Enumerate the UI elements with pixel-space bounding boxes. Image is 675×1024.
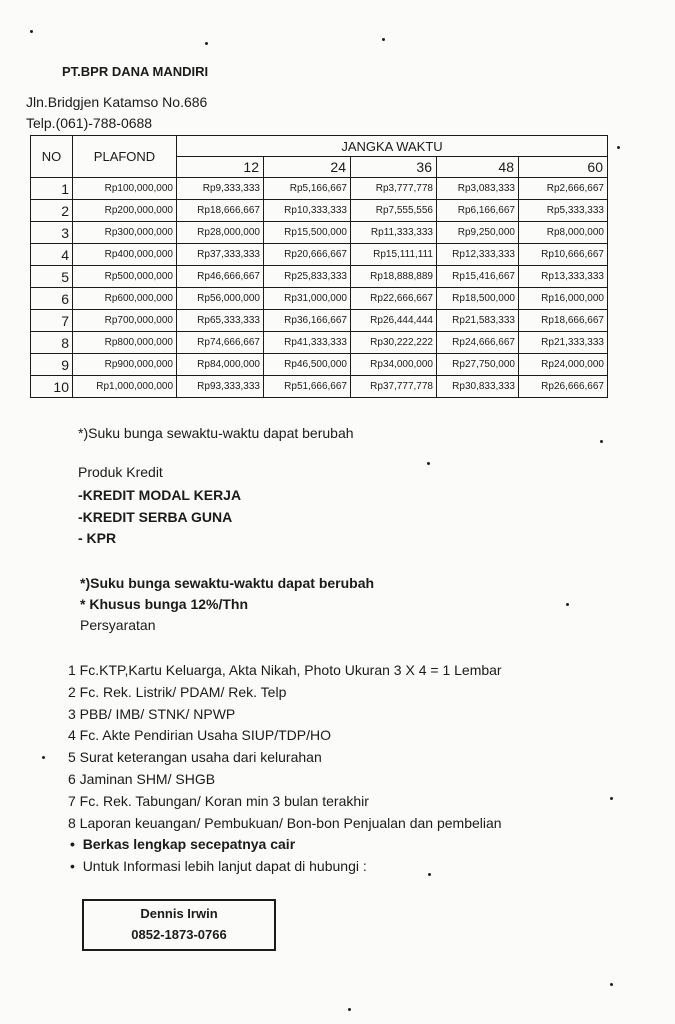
- contact-box: [82, 899, 276, 951]
- installment-cell: Rp22,666,667: [351, 288, 437, 310]
- table-row: [31, 222, 608, 244]
- installment-cell: Rp3,777,778: [351, 178, 437, 200]
- installment-cell: Rp31,000,000: [264, 288, 351, 310]
- fast-process-text: Berkas lengkap secepatnya cair: [82, 836, 296, 852]
- speck-mark: [42, 756, 45, 759]
- contact-phone: 0852-1873-0766: [131, 927, 227, 942]
- row-number: 5: [31, 266, 73, 288]
- installment-cell: Rp18,666,667: [519, 310, 608, 332]
- installment-cell: Rp9,333,333: [177, 178, 264, 200]
- plafond-cell: Rp800,000,000: [73, 332, 177, 354]
- installment-cell: Rp26,666,667: [519, 376, 608, 398]
- requirement-item: 2 Fc. Rek. Listrik/ PDAM/ Rek. Telp: [68, 683, 287, 700]
- requirements-list: [68, 660, 502, 834]
- plafond-cell: Rp1,000,000,000: [73, 376, 177, 398]
- row-number: 1: [31, 178, 73, 200]
- installment-cell: Rp11,333,333: [351, 222, 437, 244]
- installment-cell: Rp25,833,333: [264, 266, 351, 288]
- installment-cell: Rp34,000,000: [351, 354, 437, 376]
- installment-cell: Rp30,833,333: [437, 376, 519, 398]
- installment-cell: Rp36,166,667: [264, 310, 351, 332]
- installment-cell: Rp37,777,778: [351, 376, 437, 398]
- special-rate: * Khusus bunga 12%/Thn: [80, 596, 249, 612]
- installment-cell: Rp13,333,333: [519, 266, 608, 288]
- installment-cell: Rp65,333,333: [177, 310, 264, 332]
- installment-cell: Rp5,333,333: [519, 200, 608, 222]
- plafond-cell: Rp700,000,000: [73, 310, 177, 332]
- plafond-cell: Rp600,000,000: [73, 288, 177, 310]
- row-number: 6: [31, 288, 73, 310]
- installment-cell: Rp18,500,000: [437, 288, 519, 310]
- column-header-term: 48: [437, 157, 519, 178]
- requirement-item: 1 Fc.KTP,Kartu Keluarga, Akta Nikah, Photo Ukuran 3 X 4 = 1 Lembar: [68, 662, 502, 678]
- installment-cell: Rp46,500,000: [264, 354, 351, 376]
- speck-mark: [205, 42, 208, 45]
- row-number: 9: [31, 354, 73, 376]
- installment-cell: Rp18,888,889: [351, 266, 437, 288]
- row-number: 4: [31, 244, 73, 266]
- installment-cell: Rp15,111,111: [351, 244, 437, 266]
- table-row: [31, 266, 608, 288]
- column-header-term: 24: [264, 157, 351, 178]
- installment-cell: Rp7,555,556: [351, 200, 437, 222]
- plafond-cell: Rp900,000,000: [73, 354, 177, 376]
- speck-mark: [610, 983, 613, 986]
- installment-cell: Rp15,416,667: [437, 266, 519, 288]
- fast-process-note: [70, 836, 295, 852]
- column-header-term-group: JANGKA WAKTU: [177, 136, 608, 157]
- speck-mark: [348, 1008, 351, 1011]
- column-header-term: 60: [519, 157, 608, 178]
- plafond-cell: Rp400,000,000: [73, 244, 177, 266]
- installment-cell: Rp41,333,333: [264, 332, 351, 354]
- plafond-cell: Rp200,000,000: [73, 200, 177, 222]
- row-number: 7: [31, 310, 73, 332]
- requirement-item: 3 PBB/ IMB/ STNK/ NPWP: [68, 705, 236, 722]
- installment-cell: Rp20,666,667: [264, 244, 351, 266]
- installment-cell: Rp46,666,667: [177, 266, 264, 288]
- plafond-cell: Rp100,000,000: [73, 178, 177, 200]
- products-title: Produk Kredit: [78, 464, 163, 480]
- table-row: [31, 332, 608, 354]
- speck-mark: [617, 146, 620, 149]
- installment-cell: Rp2,666,667: [519, 178, 608, 200]
- installment-cell: Rp21,333,333: [519, 332, 608, 354]
- installment-cell: Rp24,000,000: [519, 354, 608, 376]
- speck-mark: [600, 440, 603, 443]
- requirement-item: 4 Fc. Akte Pendirian Usaha SIUP/TDP/HO: [68, 727, 331, 744]
- installment-cell: Rp21,583,333: [437, 310, 519, 332]
- table-row: [31, 244, 608, 266]
- rate-change-note: *)Suku bunga sewaktu-waktu dapat berubah: [78, 425, 354, 441]
- installment-cell: Rp84,000,000: [177, 354, 264, 376]
- installment-cell: Rp93,333,333: [177, 376, 264, 398]
- table-row: [31, 376, 608, 398]
- table-row: [31, 288, 608, 310]
- requirement-item: 7 Fc. Rek. Tabungan/ Koran min 3 bulan terakhir: [68, 792, 369, 809]
- column-header-no: NO: [31, 136, 73, 178]
- installment-cell: Rp74,666,667: [177, 332, 264, 354]
- installment-cell: Rp30,222,222: [351, 332, 437, 354]
- installment-cell: Rp8,000,000: [519, 222, 608, 244]
- table-row: [31, 200, 608, 222]
- speck-mark: [566, 603, 569, 606]
- installment-cell: Rp10,333,333: [264, 200, 351, 222]
- speck-mark: [427, 462, 430, 465]
- installment-cell: Rp3,083,333: [437, 178, 519, 200]
- installment-cell: Rp27,750,000: [437, 354, 519, 376]
- installment-cell: Rp28,000,000: [177, 222, 264, 244]
- bullet-icon: •: [70, 836, 83, 852]
- column-header-plafond: PLAFOND: [73, 136, 177, 178]
- installment-cell: Rp24,666,667: [437, 332, 519, 354]
- installment-cell: Rp5,166,667: [264, 178, 351, 200]
- speck-mark: [428, 873, 431, 876]
- installment-cell: Rp51,666,667: [264, 376, 351, 398]
- speck-mark: [610, 797, 613, 800]
- installment-cell: Rp10,666,667: [519, 244, 608, 266]
- contact-info-note: [70, 858, 367, 874]
- plafond-cell: Rp300,000,000: [73, 222, 177, 244]
- requirement-item: 5 Surat keterangan usaha dari kelurahan: [68, 749, 322, 766]
- speck-mark: [30, 30, 33, 33]
- product-item: - KPR: [78, 530, 117, 546]
- installment-cell: Rp16,000,000: [519, 288, 608, 310]
- plafond-cell: Rp500,000,000: [73, 266, 177, 288]
- contact-name: Dennis Irwin: [140, 906, 218, 921]
- row-number: 8: [31, 332, 73, 354]
- speck-mark: [382, 38, 385, 41]
- company-name: PT.BPR DANA MANDIRI: [62, 64, 209, 79]
- installment-cell: Rp37,333,333: [177, 244, 264, 266]
- requirement-item: 6 Jaminan SHM/ SHGB: [68, 770, 216, 787]
- product-item: -KREDIT SERBA GUNA: [78, 509, 233, 525]
- bullet-icon: •: [70, 858, 83, 874]
- row-number: 3: [31, 222, 73, 244]
- row-number: 10: [31, 376, 73, 398]
- column-header-term: 36: [351, 157, 437, 178]
- installment-cell: Rp9,250,000: [437, 222, 519, 244]
- installment-cell: Rp18,666,667: [177, 200, 264, 222]
- company-phone: Telp.(061)-788-0688: [26, 115, 153, 131]
- column-header-term: 12: [177, 157, 264, 178]
- installment-cell: Rp26,444,444: [351, 310, 437, 332]
- table-row: [31, 354, 608, 376]
- contact-info-text: Untuk Informasi lebih lanjut dapat di hubungi :: [82, 858, 367, 874]
- installment-table: [30, 135, 608, 398]
- company-address: Jln.Bridgjen Katamso No.686: [26, 94, 208, 110]
- installment-cell: Rp6,166,667: [437, 200, 519, 222]
- installment-cell: Rp12,333,333: [437, 244, 519, 266]
- requirement-item: 8 Laporan keuangan/ Pembukuan/ Bon-bon Penjualan dan pembelian: [68, 814, 502, 831]
- table-row: [31, 310, 608, 332]
- installment-cell: Rp56,000,000: [177, 288, 264, 310]
- rate-change-note-bold: *)Suku bunga sewaktu-waktu dapat berubah: [80, 575, 375, 591]
- requirements-title: Persyaratan: [80, 617, 156, 633]
- product-item: -KREDIT MODAL KERJA: [78, 487, 242, 503]
- row-number: 2: [31, 200, 73, 222]
- table-row: [31, 178, 608, 200]
- installment-cell: Rp15,500,000: [264, 222, 351, 244]
